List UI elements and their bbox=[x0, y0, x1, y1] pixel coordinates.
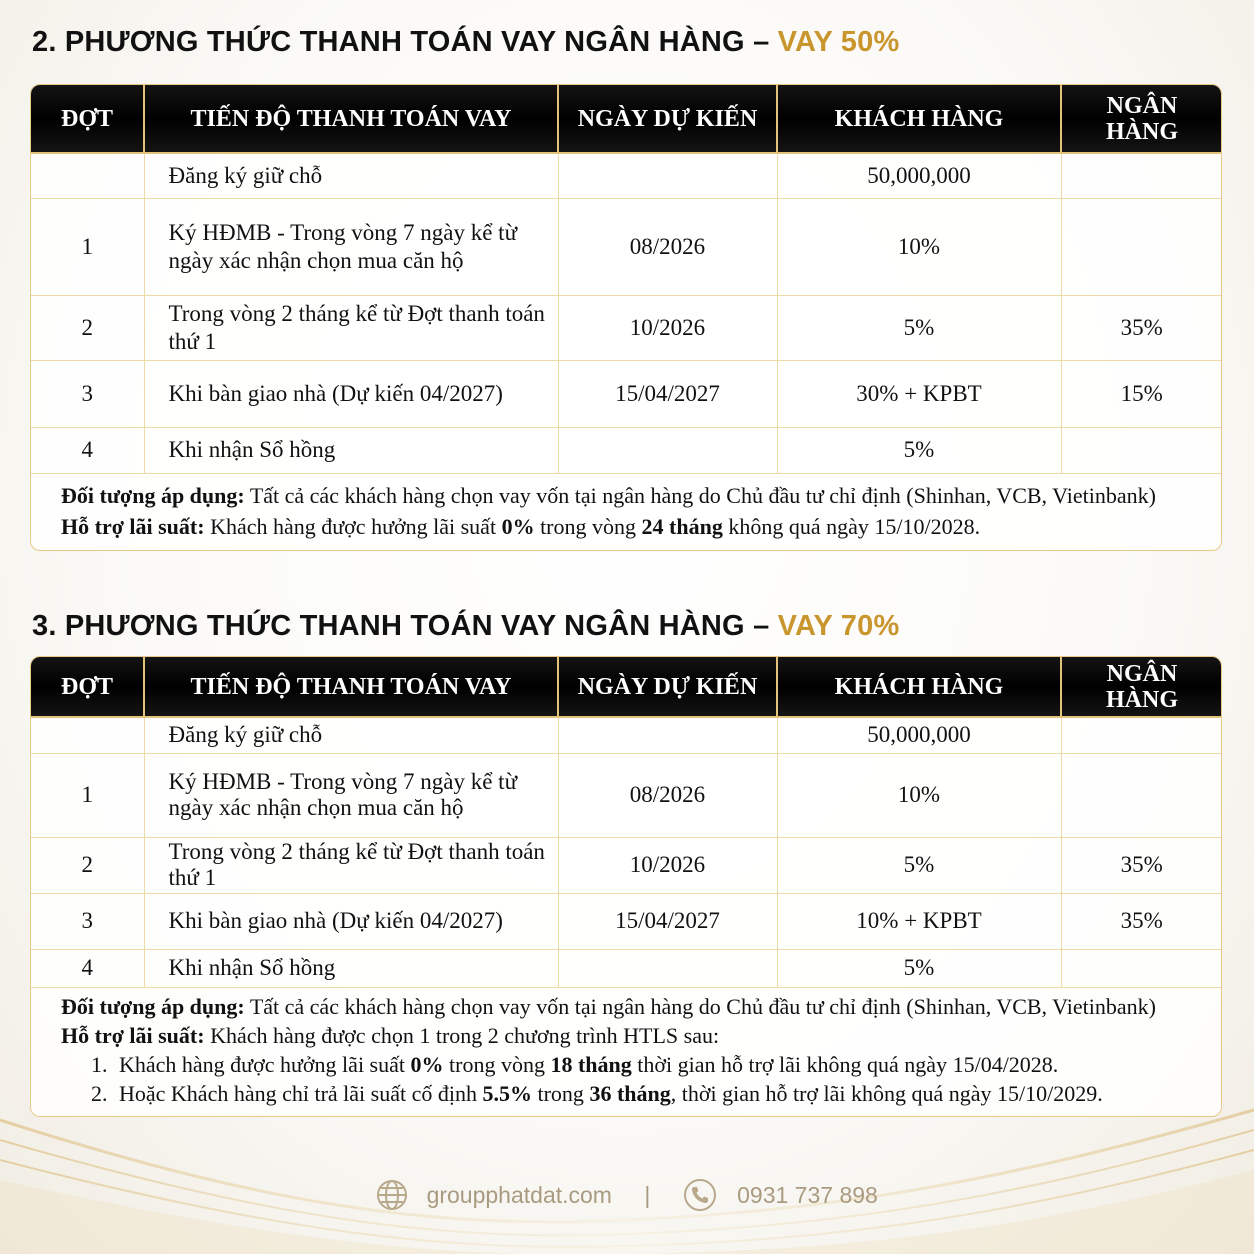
cell-bank bbox=[1061, 153, 1222, 198]
cell-dot: 2 bbox=[31, 837, 144, 893]
applies-paragraph bbox=[61, 992, 1191, 1021]
section-3-heading bbox=[32, 610, 899, 643]
support-label: Hỗ trợ lãi suất: bbox=[61, 1023, 205, 1048]
table-row bbox=[31, 295, 1222, 360]
applies-text: Tất cả các khách hàng chọn vay vốn tại ngân hàng do Chủ đầu tư chỉ định (Shinhan, VCB, Vietinbank) bbox=[244, 483, 1156, 508]
section-3-note bbox=[31, 987, 1221, 1116]
cell-date: 10/2026 bbox=[558, 837, 777, 893]
cell-date bbox=[558, 153, 777, 198]
cell-dot: 3 bbox=[31, 360, 144, 427]
section-2-heading-text: 2. PHƯƠNG THỨC THANH TOÁN VAY NGÂN HÀNG – bbox=[32, 26, 778, 58]
header-bank: NGÂN HÀNG bbox=[1061, 657, 1222, 717]
cell-bank bbox=[1061, 717, 1222, 753]
support-label: Hỗ trợ lãi suất: bbox=[61, 514, 205, 539]
cell-dot: 4 bbox=[31, 949, 144, 987]
cell-desc: Khi bàn giao nhà (Dự kiến 04/2027) bbox=[144, 360, 558, 427]
support-text: Khách hàng được chọn 1 trong 2 chương trình HTLS sau: bbox=[204, 1023, 720, 1048]
support-text: Khách hàng được hưởng lãi suất bbox=[204, 514, 502, 539]
footer bbox=[0, 1178, 1254, 1212]
footer-separator: | bbox=[644, 1181, 651, 1208]
section-3-payment-table bbox=[31, 657, 1222, 987]
table-row bbox=[31, 717, 1222, 753]
support-duration: 24 tháng bbox=[641, 514, 723, 539]
cell-date bbox=[558, 949, 777, 987]
cell-bank: 35% bbox=[1061, 837, 1222, 893]
header-dot: ĐỢT bbox=[31, 85, 144, 153]
cell-bank bbox=[1061, 949, 1222, 987]
cell-bank: 15% bbox=[1061, 360, 1222, 427]
cell-desc: Đăng ký giữ chỗ bbox=[144, 717, 558, 753]
table-row bbox=[31, 753, 1222, 837]
support-option-2 bbox=[113, 1079, 1191, 1108]
header-progress: TIẾN ĐỘ THANH TOÁN VAY bbox=[144, 657, 558, 717]
table-row bbox=[31, 837, 1222, 893]
cell-date bbox=[558, 717, 777, 753]
cell-desc: Khi nhận Sổ hồng bbox=[144, 427, 558, 473]
cell-desc: Ký HĐMB - Trong vòng 7 ngày kể từ ngày xác nhận chọn mua căn hộ bbox=[144, 198, 558, 295]
header-dot: ĐỢT bbox=[31, 657, 144, 717]
table-row bbox=[31, 427, 1222, 473]
cell-dot: 1 bbox=[31, 198, 144, 295]
option-text: , thời gian hỗ trợ lãi không quá ngày 15/10/2029. bbox=[670, 1081, 1103, 1106]
cell-date: 15/04/2027 bbox=[558, 360, 777, 427]
support-text: trong vòng bbox=[534, 514, 642, 539]
header-customer: KHÁCH HÀNG bbox=[777, 85, 1061, 153]
cell-customer: 10% + KPBT bbox=[777, 893, 1061, 949]
cell-dot: 3 bbox=[31, 893, 144, 949]
cell-bank bbox=[1061, 427, 1222, 473]
table-row bbox=[31, 949, 1222, 987]
cell-customer: 50,000,000 bbox=[777, 717, 1061, 753]
cell-customer: 5% bbox=[777, 295, 1061, 360]
option-text: trong vòng bbox=[443, 1052, 551, 1077]
applies-label: Đối tượng áp dụng: bbox=[61, 483, 245, 508]
applies-label: Đối tượng áp dụng: bbox=[61, 994, 245, 1019]
option-rate: 5.5% bbox=[482, 1081, 532, 1106]
cell-customer: 10% bbox=[777, 753, 1061, 837]
table-row bbox=[31, 153, 1222, 198]
section-2-table-box bbox=[30, 84, 1222, 551]
section-2-payment-table bbox=[31, 85, 1222, 473]
table-row bbox=[31, 198, 1222, 295]
cell-bank bbox=[1061, 753, 1222, 837]
cell-date bbox=[558, 427, 777, 473]
option-rate: 0% bbox=[410, 1052, 444, 1077]
cell-desc: Trong vòng 2 tháng kể từ Đợt thanh toán thứ 1 bbox=[144, 295, 558, 360]
section-2-note bbox=[31, 473, 1221, 550]
support-option-1 bbox=[113, 1050, 1191, 1079]
support-rate: 0% bbox=[501, 514, 535, 539]
option-text: Hoặc Khách hàng chỉ trả lãi suất cố định bbox=[119, 1081, 483, 1106]
cell-bank: 35% bbox=[1061, 295, 1222, 360]
phone-number[interactable]: 0931 737 898 bbox=[737, 1181, 878, 1208]
header-progress: TIẾN ĐỘ THANH TOÁN VAY bbox=[144, 85, 558, 153]
table-row bbox=[31, 360, 1222, 427]
section-2-heading-highlight: VAY 50% bbox=[777, 26, 900, 58]
option-text: Khách hàng được hưởng lãi suất bbox=[119, 1052, 411, 1077]
support-text: không quá ngày 15/10/2028. bbox=[722, 514, 981, 539]
cell-customer: 5% bbox=[777, 837, 1061, 893]
support-options-list bbox=[61, 1050, 1191, 1108]
cell-dot: 1 bbox=[31, 753, 144, 837]
cell-dot: 2 bbox=[31, 295, 144, 360]
cell-bank: 35% bbox=[1061, 893, 1222, 949]
header-expected-date: NGÀY DỰ KIẾN bbox=[558, 657, 777, 717]
support-paragraph bbox=[61, 511, 1191, 542]
support-paragraph bbox=[61, 1021, 1191, 1050]
cell-date: 08/2026 bbox=[558, 753, 777, 837]
section-3-table-box bbox=[30, 656, 1222, 1117]
cell-desc: Ký HĐMB - Trong vòng 7 ngày kể từ ngày xác nhận chọn mua căn hộ bbox=[144, 753, 558, 837]
phone-icon bbox=[683, 1178, 717, 1212]
cell-date: 10/2026 bbox=[558, 295, 777, 360]
option-text: thời gian hỗ trợ lãi không quá ngày 15/04/2028. bbox=[631, 1052, 1059, 1077]
option-text: trong bbox=[531, 1081, 590, 1106]
website-link[interactable]: groupphatdat.com bbox=[426, 1181, 612, 1208]
section-3-heading-highlight: VAY 70% bbox=[777, 610, 900, 642]
cell-date: 08/2026 bbox=[558, 198, 777, 295]
cell-desc: Trong vòng 2 tháng kể từ Đợt thanh toán thứ 1 bbox=[144, 837, 558, 893]
cell-customer: 5% bbox=[777, 949, 1061, 987]
globe-icon bbox=[376, 1179, 408, 1211]
cell-desc: Khi nhận Sổ hồng bbox=[144, 949, 558, 987]
applies-paragraph bbox=[61, 480, 1191, 511]
option-duration: 36 tháng bbox=[589, 1081, 671, 1106]
cell-dot: 4 bbox=[31, 427, 144, 473]
option-duration: 18 tháng bbox=[550, 1052, 632, 1077]
cell-customer: 5% bbox=[777, 427, 1061, 473]
table-header-row bbox=[31, 657, 1222, 717]
section-2-heading bbox=[32, 26, 899, 59]
header-expected-date: NGÀY DỰ KIẾN bbox=[558, 85, 777, 153]
cell-date: 15/04/2027 bbox=[558, 893, 777, 949]
cell-customer: 50,000,000 bbox=[777, 153, 1061, 198]
table-row bbox=[31, 893, 1222, 949]
cell-dot bbox=[31, 153, 144, 198]
header-bank: NGÂN HÀNG bbox=[1061, 85, 1222, 153]
cell-bank bbox=[1061, 198, 1222, 295]
table-header-row bbox=[31, 85, 1222, 153]
cell-desc: Đăng ký giữ chỗ bbox=[144, 153, 558, 198]
section-3-heading-text: 3. PHƯƠNG THỨC THANH TOÁN VAY NGÂN HÀNG – bbox=[32, 610, 778, 642]
header-customer: KHÁCH HÀNG bbox=[777, 657, 1061, 717]
cell-desc: Khi bàn giao nhà (Dự kiến 04/2027) bbox=[144, 893, 558, 949]
cell-dot bbox=[31, 717, 144, 753]
applies-text: Tất cả các khách hàng chọn vay vốn tại ngân hàng do Chủ đầu tư chỉ định (Shinhan, VCB, Vietinbank) bbox=[244, 994, 1156, 1019]
cell-customer: 10% bbox=[777, 198, 1061, 295]
cell-customer: 30% + KPBT bbox=[777, 360, 1061, 427]
